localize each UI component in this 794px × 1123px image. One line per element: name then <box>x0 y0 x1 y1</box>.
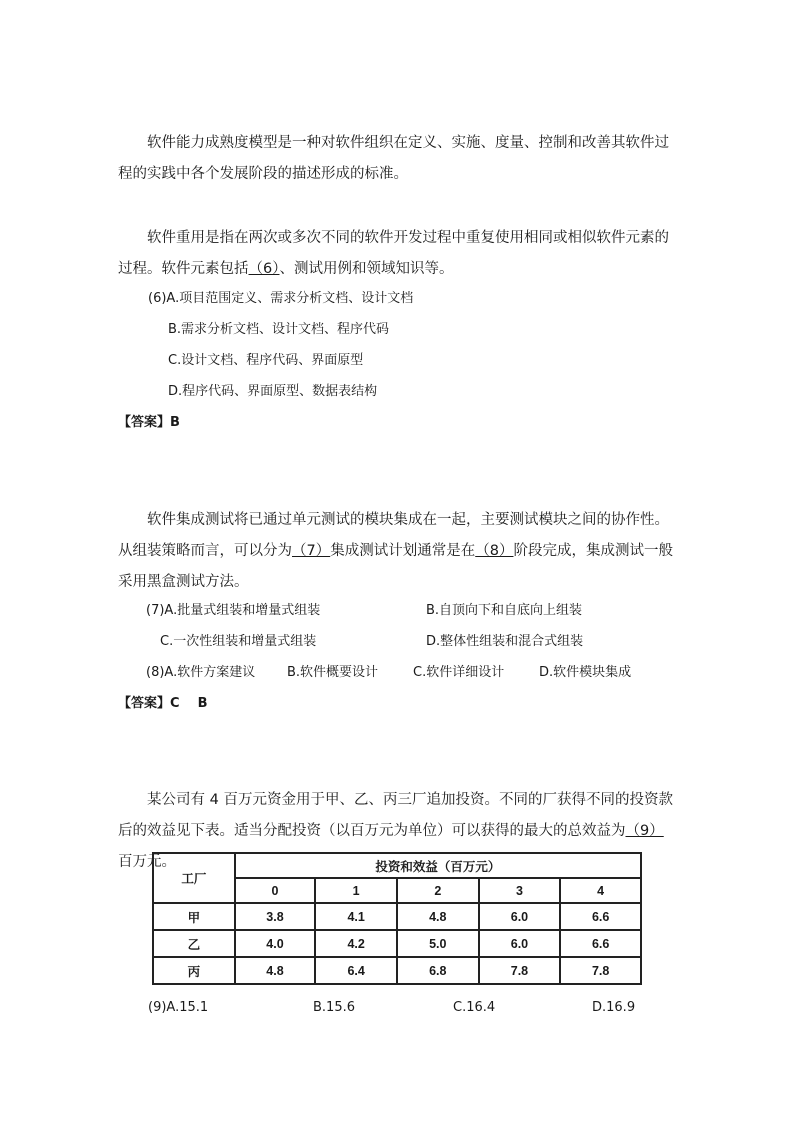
option-6b: B.需求分析文档、设计文档、程序代码 <box>168 322 390 337</box>
answer-7-8-label: 【答案】 <box>118 696 171 711</box>
table-corner-header: 工厂 <box>153 853 235 903</box>
table-cell: 6.6 <box>560 930 641 957</box>
table-cell: 4.0 <box>235 930 316 957</box>
table-cell: 6.6 <box>560 903 641 930</box>
option-8c: C.软件详细设计 <box>413 665 505 680</box>
blank-7: （7） <box>292 543 331 559</box>
question-6-text-b: 、测试用例和领域知识等。 <box>279 261 454 277</box>
table-cell: 4.2 <box>315 930 397 957</box>
option-6c: C.设计文档、程序代码、界面原型 <box>168 353 364 368</box>
answer-7-8 <box>118 694 208 714</box>
table-cell: 6.4 <box>315 957 397 984</box>
table-cell: 5.0 <box>397 930 479 957</box>
option-8a: (8)A.软件方案建议 <box>146 665 256 680</box>
question-9-text-a: 某公司有 4 百万元资金用于甲、乙、丙三厂追加投资。不同的厂获得不同的投资款后的效益见下表。适当分配投资（以百万元为单位）可以获得的最大的总效益为 <box>118 792 673 839</box>
question-7-8-text-a: 软件集成测试将已通过单元测试的模块集成在一起，主要测试模块之间的协作性。从组装策略而言，可以分为 <box>118 512 669 559</box>
question-6-text-a: 软件重用是指在两次或多次不同的软件开发过程中重复使用相同或相似软件元素的过程。软件元素包括 <box>118 230 669 277</box>
table-header-row <box>153 853 641 878</box>
question-7-8-text-c: 阶段完成，集成测试一般采用黑盒测试方法。 <box>118 543 673 590</box>
table-column-header: 4 <box>560 878 641 903</box>
table-cell: 4.8 <box>397 903 479 930</box>
table-cell: 3.8 <box>235 903 316 930</box>
option-6d: D.程序代码、界面原型、数据表结构 <box>168 384 378 399</box>
table-row-header: 甲 <box>153 903 235 930</box>
option-7d: D.整体性组装和混合式组装 <box>426 634 584 649</box>
table-row <box>153 903 641 930</box>
paragraph-cmm <box>118 128 678 190</box>
table-cell: 4.1 <box>315 903 397 930</box>
option-6a: (6)A.项目范围定义、需求分析文档、设计文档 <box>148 291 414 306</box>
option-9c: C.16.4 <box>453 1000 496 1015</box>
table-row-header: 乙 <box>153 930 235 957</box>
question-7-8-text-b: 集成测试计划通常是在 <box>330 543 476 559</box>
table-row <box>153 957 641 984</box>
table-column-header: 2 <box>397 878 479 903</box>
table-cell: 7.8 <box>560 957 641 984</box>
table-cell: 6.0 <box>479 903 561 930</box>
table-cell: 6.8 <box>397 957 479 984</box>
option-9a: (9)A.15.1 <box>148 1000 209 1015</box>
blank-8: （8） <box>475 543 514 559</box>
question-9-text-b: 百万元。 <box>118 854 176 870</box>
table-column-header: 0 <box>235 878 316 903</box>
paragraph-cmm-text: 软件能力成熟度模型是一种对软件组织在定义、实施、度量、控制和改善其软件过程的实践中各个发展阶段的描述形成的标准。 <box>118 135 669 182</box>
table-group-header: 投资和效益（百万元） <box>235 853 641 878</box>
question-6-stem <box>118 223 678 285</box>
option-8d: D.软件模块集成 <box>539 665 632 680</box>
answer-7-8-value: C B <box>170 696 208 711</box>
table-column-header: 3 <box>479 878 561 903</box>
table-row-header: 丙 <box>153 957 235 984</box>
question-7-8-stem <box>118 505 678 598</box>
answer-6-label: 【答案】 <box>118 415 171 430</box>
option-7a: (7)A.批量式组装和增量式组装 <box>146 603 321 618</box>
investment-benefit-table <box>152 852 642 985</box>
table-cell: 6.0 <box>479 930 561 957</box>
option-7b: B.自顶向下和自底向上组装 <box>426 603 583 618</box>
answer-6 <box>118 413 180 433</box>
answer-6-value: B <box>170 415 180 430</box>
table-column-header: 1 <box>315 878 397 903</box>
blank-6: （6） <box>248 261 280 277</box>
option-7c: C.一次性组装和增量式组装 <box>160 634 317 649</box>
table-row <box>153 930 641 957</box>
table-cell: 4.8 <box>235 957 316 984</box>
option-8b: B.软件概要设计 <box>287 665 379 680</box>
option-9b: B.15.6 <box>313 1000 355 1015</box>
table-cell: 7.8 <box>479 957 561 984</box>
option-9d: D.16.9 <box>592 1000 636 1015</box>
blank-9: （9） <box>625 823 664 839</box>
